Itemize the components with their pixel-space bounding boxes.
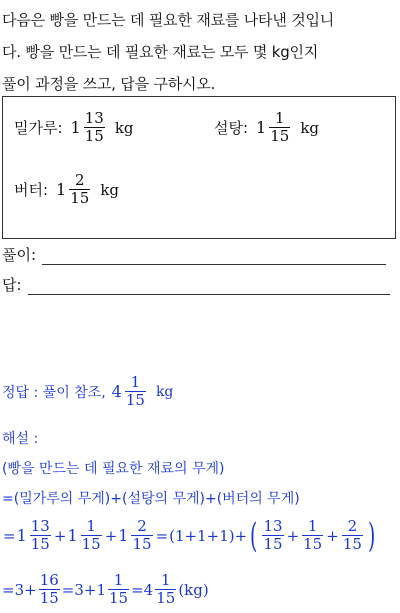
explanation-line: (빵을 만드는 데 필요한 재료의 무게) (2, 461, 225, 477)
ingredient-label: 밀가루: (14, 119, 63, 137)
question-line: 다음은 빵을 만드는 데 필요한 재료를 나타낸 것입니 (2, 11, 335, 29)
mixed-number: 1 $\frac{13}{15}$ (70, 109, 104, 145)
equation-line-1: = 1 $\frac{13}{15}$ + 1 $\frac{1}{15}$ + 1 $\frac{2}{15}$ = (1+1+1)+ ( $\frac{13}{15}$ + $\frac{1}{15}$ + $\frac{2}{15}$ ) (3, 515, 376, 556)
ingredient-butter: 버터: 1 $\frac{2}{15}$ kg (14, 171, 120, 207)
explanation-label: 해설 : (2, 431, 39, 447)
solution-row (2, 244, 386, 265)
explanation-line: =(밀가루의 무게)+(설탕의 무게)+(버터의 무게) (2, 491, 300, 507)
mixed-number: 1 $\frac{1}{15}$ (256, 109, 290, 145)
answer-blank-line[interactable] (28, 293, 390, 295)
mixed-number: 1 $\frac{2}{15}$ (56, 171, 90, 207)
ingredient-label: 설탕: (214, 119, 249, 137)
answer-prefix: 정답 : 풀이 참조, (2, 384, 106, 401)
question-line: 다. 빵을 만드는 데 필요한 재료는 모두 몇 kg인지 (2, 43, 319, 61)
answer-value: 4 $\frac{1}{15}$ (111, 373, 145, 409)
solution-label: 풀이: (2, 246, 37, 264)
answer-summary: 정답 : 풀이 참조, 4 $\frac{1}{15}$ kg (2, 373, 174, 409)
equation-line-2: =3+ $\frac{16}{15}$ =3+1 $\frac{1}{15}$ =4 $\frac{1}{15}$ (kg) (2, 571, 209, 607)
ingredient-label: 버터: (14, 181, 49, 199)
question-text (2, 4, 398, 100)
question-line: 풀이 과정을 쓰고, 답을 구하시오. (2, 75, 216, 93)
answer-label: 답: (2, 276, 22, 294)
solution-blank-line[interactable] (42, 263, 386, 265)
ingredient-flour: 밀가루: 1 $\frac{13}{15}$ kg (14, 109, 134, 145)
answer-row (2, 274, 390, 295)
ingredient-sugar: 설탕: 1 $\frac{1}{15}$ kg (214, 109, 320, 145)
